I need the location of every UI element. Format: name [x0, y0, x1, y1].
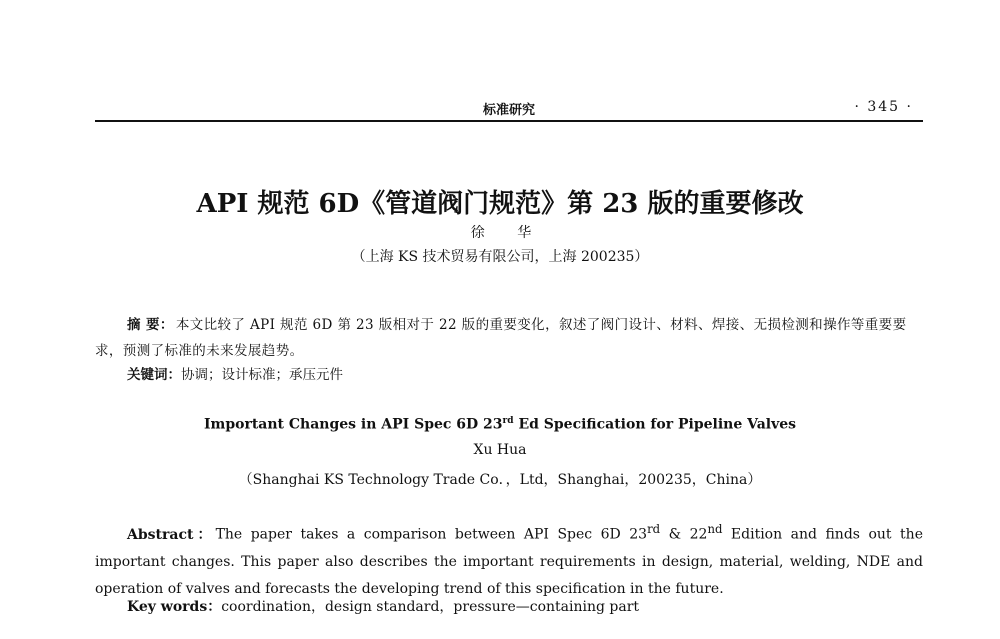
- keywords-cn-label: 关键词：: [127, 367, 181, 383]
- abstract-cn: [95, 312, 923, 364]
- author-en: Xu Hua: [473, 442, 527, 458]
- abstract-en-label: Abstract：: [127, 526, 216, 543]
- page-number: · 345 ·: [854, 99, 913, 115]
- section-title: 标准研究: [482, 103, 535, 118]
- keywords-cn: [127, 363, 343, 383]
- abstract-en-part2: Edition and finds out the important changes. This paper also describes the important requirements in design, material, welding, NDE and operation of valves and forecasts the developing trend of this specification in the future.: [95, 526, 923, 597]
- abstract-cn-label: 摘 要：: [127, 317, 174, 333]
- keywords-en: [127, 596, 639, 616]
- abstract-en-sup1: rd: [647, 522, 661, 536]
- title-en-part2: Ed Specification for Pipeline Valves: [513, 416, 797, 433]
- keywords-cn-text: 协调；设计标准；承压元件: [181, 367, 343, 383]
- article-title-cn: API 规范 6D《管道阀门规范》第 23 版的重要修改: [196, 189, 804, 219]
- abstract-en-mid: & 22: [660, 526, 708, 543]
- abstract-en-part1: The paper takes a comparison between API Spec 6D 23: [215, 526, 648, 543]
- abstract-cn-text: 本文比较了 API 规范 6D 第 23 版相对于 22 版的重要变化，叙述了阀门设计、材料、焊接、无损检测和操作等重要要求，预测了标准的未来发展趋势。: [95, 317, 907, 359]
- affiliation-cn: （上海 KS 技术贸易有限公司，上海 200235）: [351, 249, 649, 265]
- title-en-part1: Important Changes in API Spec 6D 23: [203, 416, 503, 433]
- keywords-en-text: coordination，design standard，pressure—containing part: [221, 599, 640, 615]
- running-header: [95, 98, 923, 122]
- article-title-en: [0, 416, 1000, 433]
- abstract-en: [95, 516, 923, 603]
- abstract-en-sup2: nd: [707, 522, 723, 536]
- affiliation-en: （Shanghai KS Technology Trade Co．，Ltd，Shanghai，200235，China）: [238, 472, 762, 488]
- title-en-sup: rd: [502, 416, 514, 426]
- author-cn: 徐 华: [470, 225, 546, 241]
- keywords-en-label: Key words：: [127, 599, 222, 615]
